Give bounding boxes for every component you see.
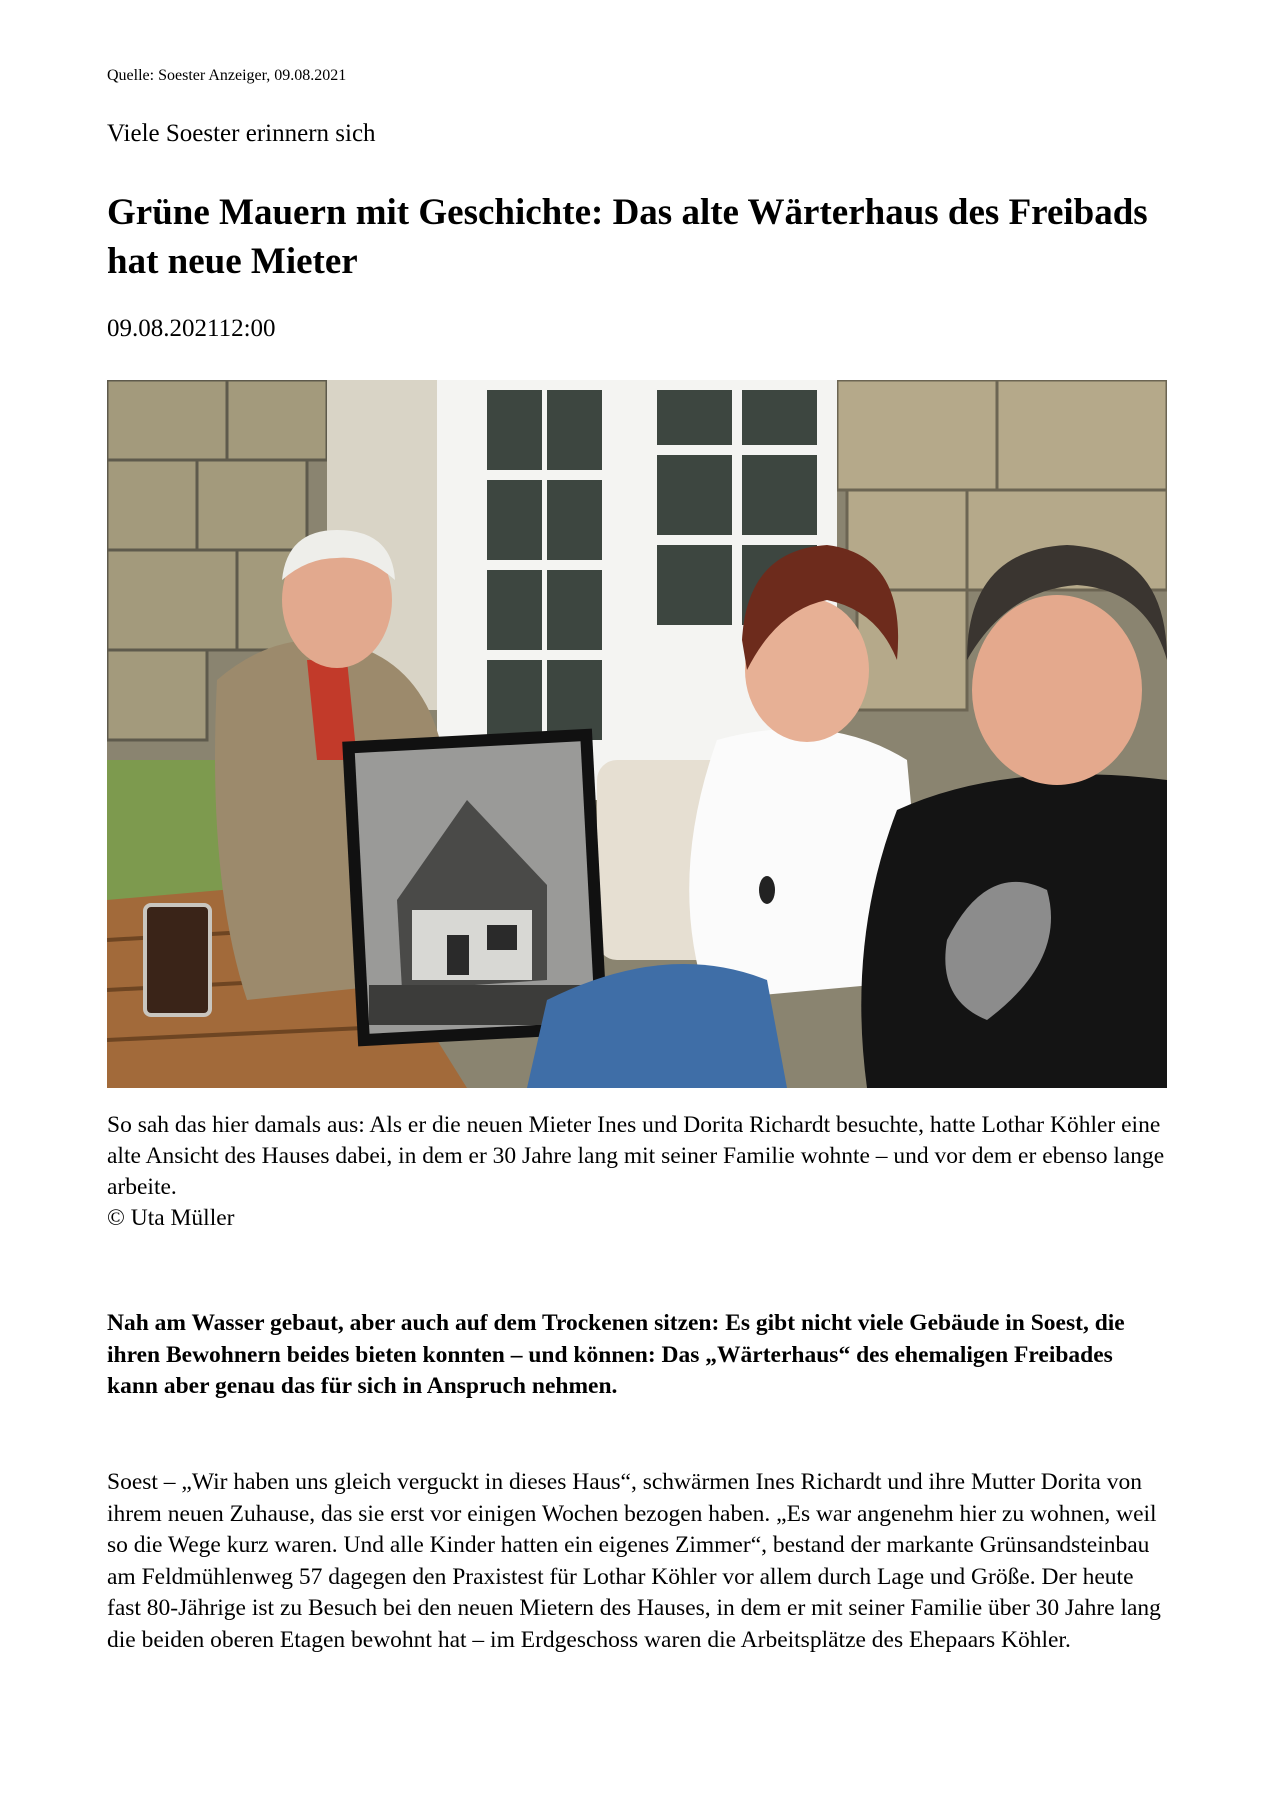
photo-illustration (107, 380, 1167, 1088)
article-kicker: Viele Soester erinnern sich (107, 120, 376, 147)
article-date: 09.08.202112:00 (107, 315, 276, 342)
article-headline: Grüne Mauern mit Geschichte: Das alte Wärterhaus des Freibads hat neue Mieter (107, 192, 1148, 282)
caption-credit: © Uta Müller (107, 1205, 235, 1231)
drinking-glass (145, 905, 210, 1015)
source-line: Quelle: Soester Anzeiger, 09.08.2021 (107, 67, 347, 84)
article-photo (107, 380, 1167, 1088)
photo-caption (107, 1110, 1167, 1234)
caption-text: So sah das hier damals aus: Als er die neuen Mieter Ines und Dorita Richardt besuchte, hatte Lothar Köhler eine alte Ansicht des Hauses dabei, in dem er 30 Jahre lang mit seiner Familie wohnte – und vor dem er ebenso lange arbeite. (107, 1112, 1165, 1200)
article-body: Soest – „Wir haben uns gleich verguckt in dieses Haus“, schwärmen Ines Richardt und ihre Mutter Dorita von ihrem neuen Zuhause, das sie erst vor einigen Wochen bezogen haben. „Es war angenehm hier zu wohnen, weil so die Wege kurz waren. Und alle Kinder hatten ein eigenes Zimmer“, bestand der markante Grünsandsteinbau am Feldmühlenweg 57 dagegen den Praxistest für Lothar Köhler vor allem durch Lage und Größe. Der heute fast 80-Jährige ist zu Besuch bei den neuen Mietern des Hauses, in dem er mit seiner Familie über 30 Jahre lang die beiden oberen Etagen bewohnt hat – im Erdgeschoss waren die Arbeitsplätze des Ehepaars Köhler. (107, 1469, 1161, 1653)
article-lead: Nah am Wasser gebaut, aber auch auf dem Trockenen sitzen: Es gibt nicht viele Gebäude in Soest, die ihren Bewohnern beides bieten konnten – und können: Das „Wärterhaus“ des ehemaligen Freibades kann aber genau das für sich in Anspruch nehmen. (107, 1310, 1125, 1399)
